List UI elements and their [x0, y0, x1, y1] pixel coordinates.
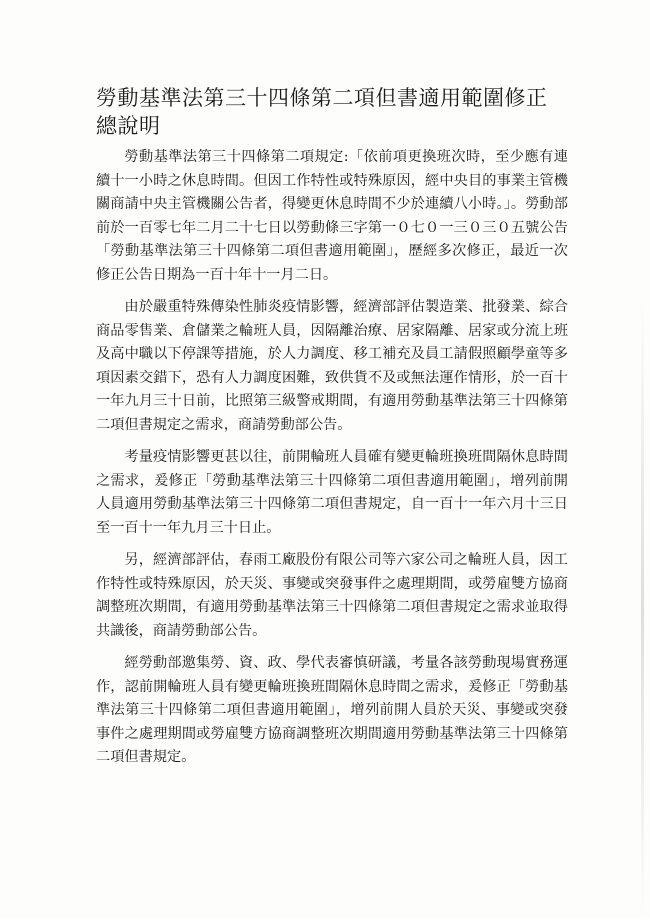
paragraph-1: 勞動基準法第三十四條第二項規定:「依前項更換班次時，至少應有連續十一小時之休息時間。但因工作特性或特殊原因，經中央目的事業主管機關商請中央主管機關公告者，得變更休息時間不少於連續八小時。」。勞動部前於一百零七年二月二十七日以勞動條三字第一０七０一三０三０五號公告「勞動基準法第三十四條第二項但書適用範圍」，歷經多次修正，最近一次修正公告日期為一百十年十一月二日。	[96, 149, 568, 283]
paragraph-4: 另，經濟部評估，春雨工廠股份有限公司等六家公司之輪班人員，因工作特性或特殊原因，於天災、事變或突發事件之處理期間，或勞雇雙方協商調整班次期間，有適用勞動基準法第三十四條第二項但書規定之需求並取得共識後，商請勞動部公告。	[96, 552, 568, 639]
paragraph-5: 經勞動部邀集勞、資、政、學代表審慎研議，考量各該勞動現場實務運作，認前開輪班人員有變更輪班換班間隔休息時間之需求，爰修正「勞動基準法第三十四條第二項但書適用範圍」，增列前開人員於天災、事變或突發事件之處理期間或勞雇雙方協商調整班次期間適用勞動基準法第三十四條第二項但書規定。	[96, 655, 568, 765]
paragraph-2: 由於嚴重特殊傳染性肺炎疫情影響，經濟部評估製造業、批發業、綜合商品零售業、倉儲業之輪班人員，因隔離治療、居家隔離、居家或分流上班及高中職以下停課等措施，於人力調度、移工補充及員工請假照顧學童等多項因素交錯下，恐有人力調度困難，致供貨不及或無法運作情形，於一百十一年九月三十日前，比照第三級警戒期間，有適用勞動基準法第三十四條第二項但書規定之需求，商請勞動部公告。	[96, 299, 568, 433]
document-title: 勞動基準法第三十四條第二項但書適用範圍修正總說明	[96, 86, 548, 138]
paragraph-3: 考量疫情影響更甚以往，前開輪班人員確有變更輪班換班間隔休息時間之需求，爰修正「勞動基準法第三十四條第二項但書適用範圍」，增列前開人員適用勞動基準法第三十四條第二項但書規定，自一百十一年六月十三日至一百十一年九月三十日止。	[96, 449, 568, 536]
document-body	[96, 146, 568, 779]
scan-edge-shadow	[641, 300, 644, 920]
